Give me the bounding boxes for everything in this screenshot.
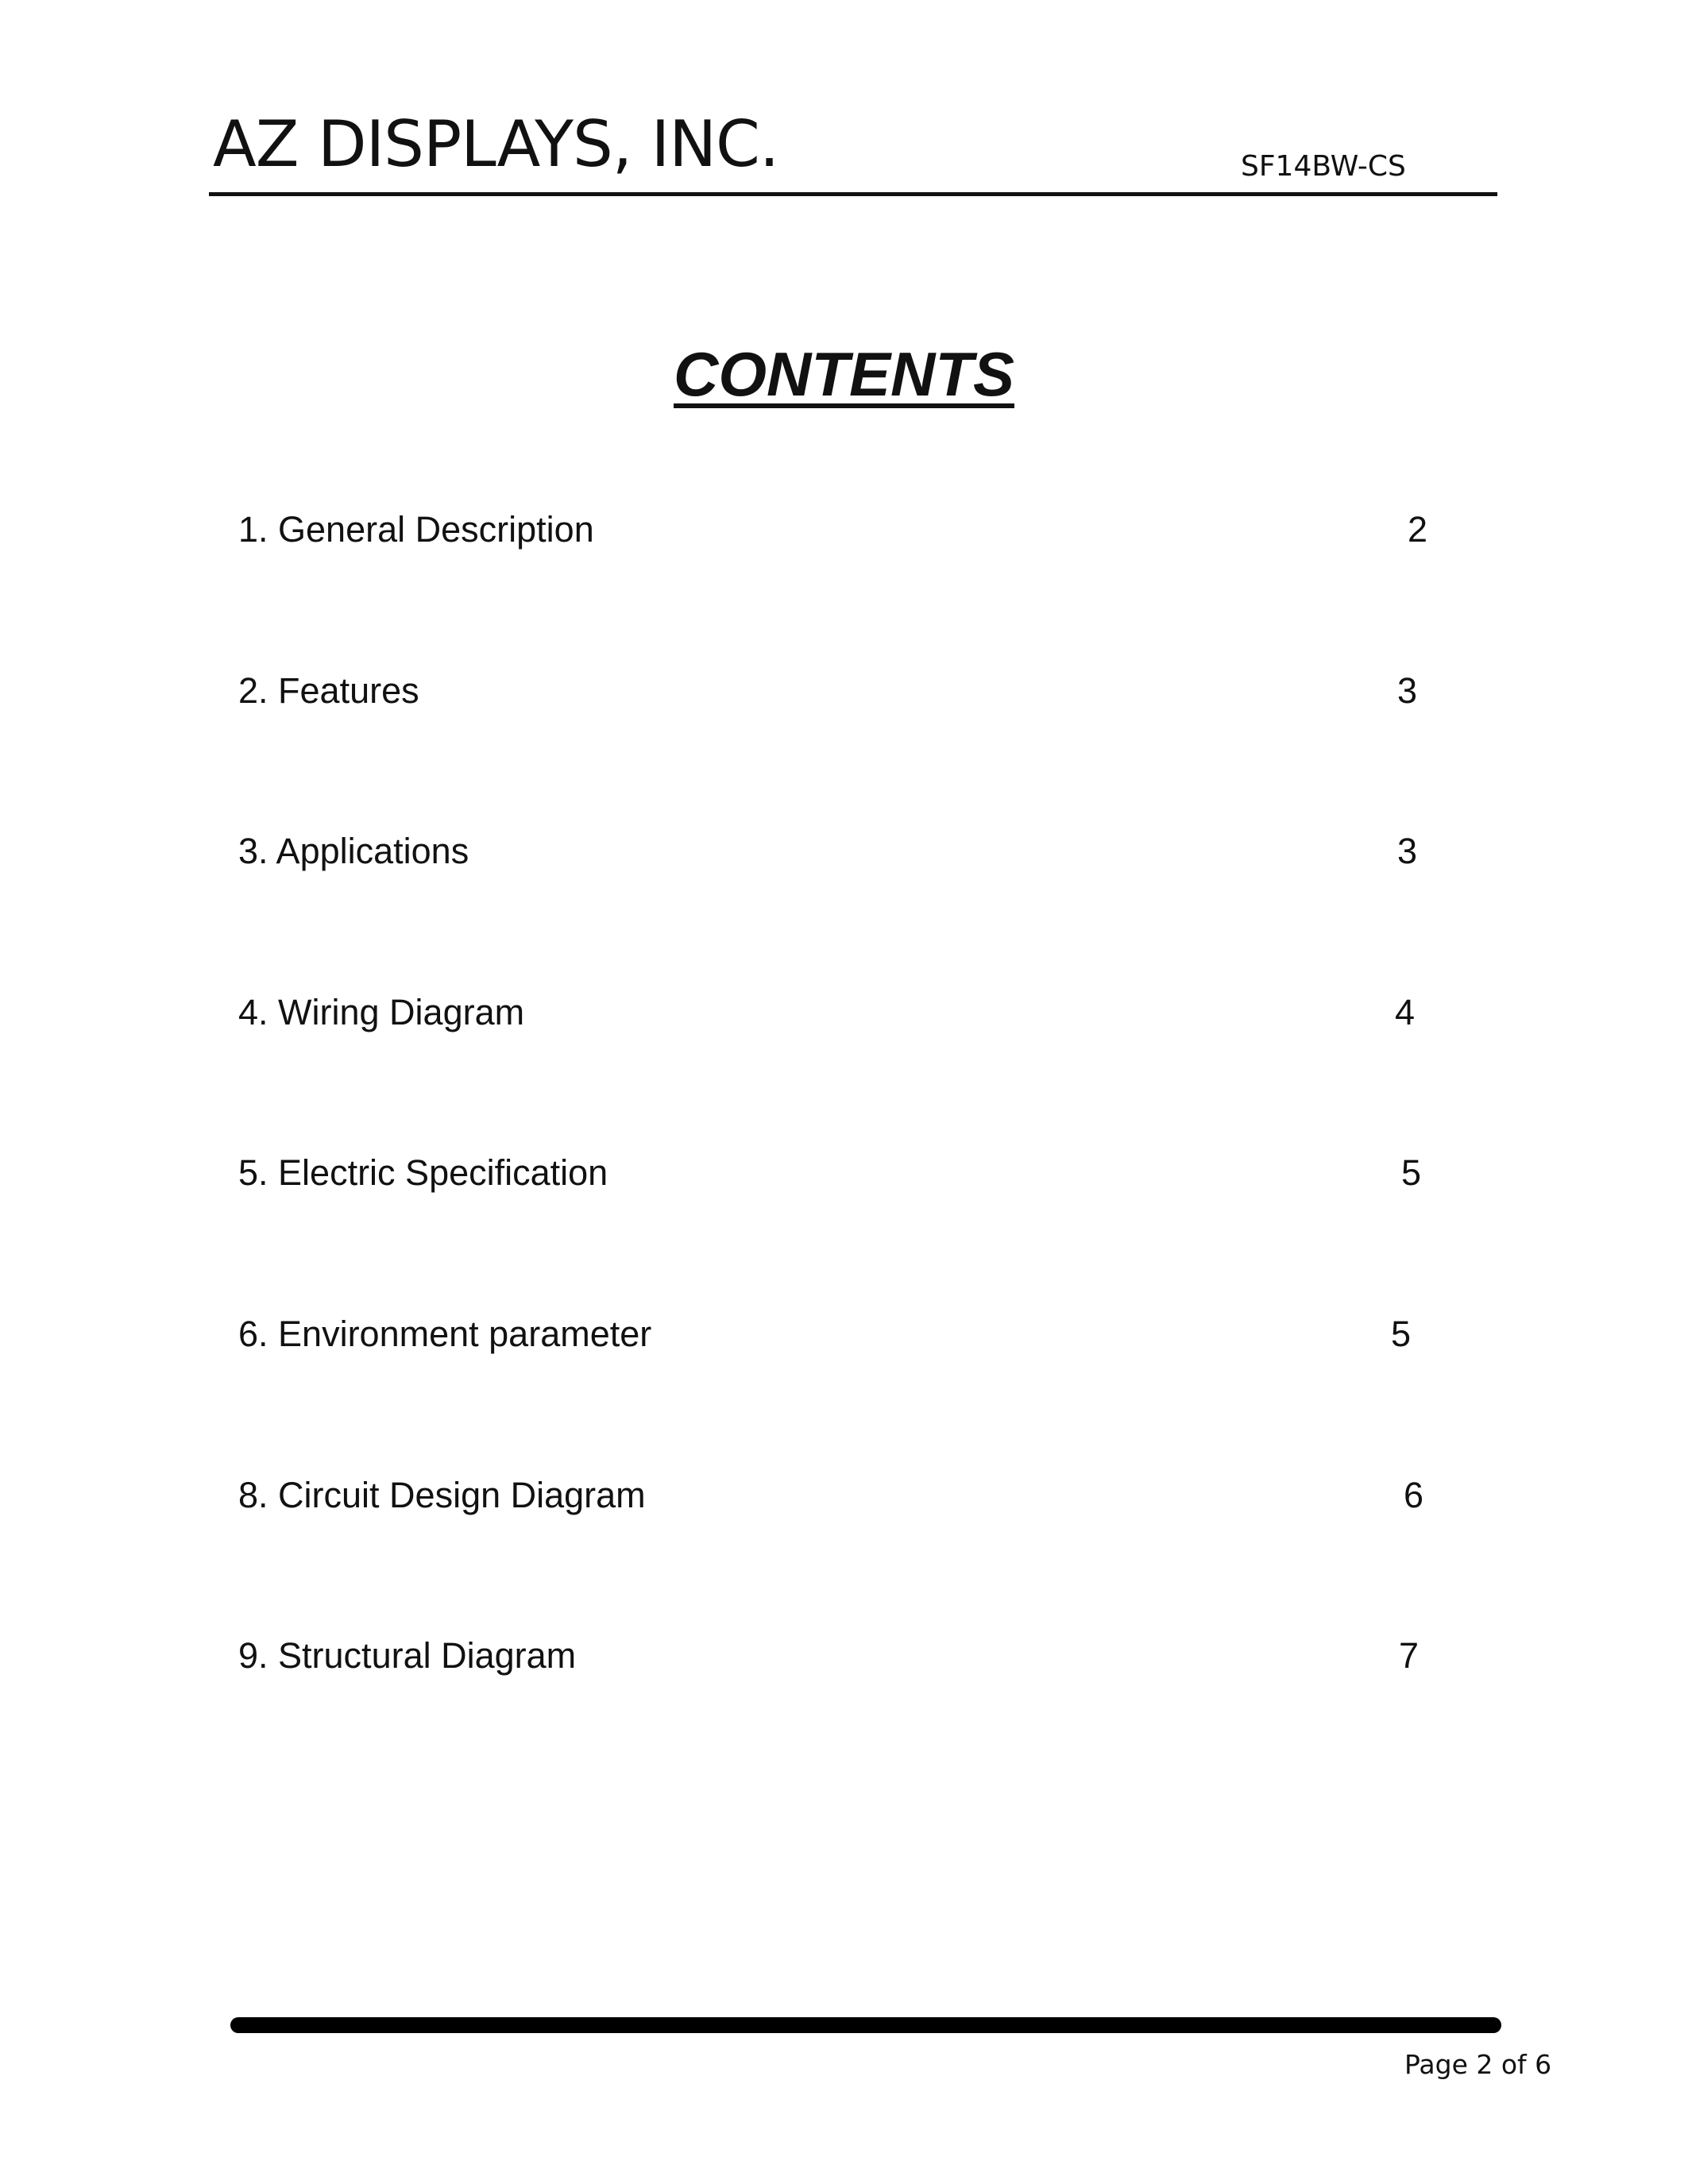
- toc-item-environment-parameter: [238, 1310, 1446, 1358]
- toc-item-label: 4. Wiring Diagram: [238, 992, 525, 1032]
- document-code: SF14BW-CS: [1241, 150, 1406, 183]
- toc-item-wiring-diagram: [238, 989, 1446, 1036]
- toc-item-page: 3: [1397, 831, 1418, 871]
- footer-divider: [230, 2017, 1501, 2033]
- header-divider: [209, 192, 1497, 196]
- toc-item-electric-specification: [238, 1149, 1446, 1197]
- toc-item-label: 6. Environment parameter: [238, 1314, 652, 1354]
- toc-item-label: 1. General Description: [238, 509, 594, 550]
- contents-title-text: CONTENTS: [674, 339, 1014, 409]
- toc-item-label: 3. Applications: [238, 831, 469, 871]
- toc-item-features: [238, 667, 1446, 715]
- toc-item-page: 7: [1399, 1635, 1420, 1676]
- toc-item-label: 2. Features: [238, 670, 419, 711]
- toc-item-circuit-design-diagram: [238, 1472, 1446, 1519]
- toc-item-page: 4: [1395, 992, 1416, 1032]
- toc-item-label: 9. Structural Diagram: [238, 1635, 577, 1676]
- toc-item-structural-diagram: [238, 1632, 1446, 1680]
- toc-item-page: 2: [1408, 509, 1428, 550]
- page-number: Page 2 of 6: [1404, 2049, 1552, 2080]
- contents-title: [0, 339, 1688, 409]
- toc-item-applications: [238, 828, 1446, 875]
- toc-item-page: 3: [1397, 670, 1418, 711]
- toc-item-label: 5. Electric Specification: [238, 1152, 608, 1193]
- toc-item-page: 5: [1401, 1152, 1422, 1193]
- toc-item-page: 5: [1391, 1314, 1412, 1354]
- toc-item-label: 8. Circuit Design Diagram: [238, 1475, 646, 1515]
- toc-item-page: 6: [1404, 1475, 1424, 1515]
- toc-item-general-description: [238, 506, 1446, 554]
- company-name: AZ DISPLAYS, INC.: [213, 107, 779, 181]
